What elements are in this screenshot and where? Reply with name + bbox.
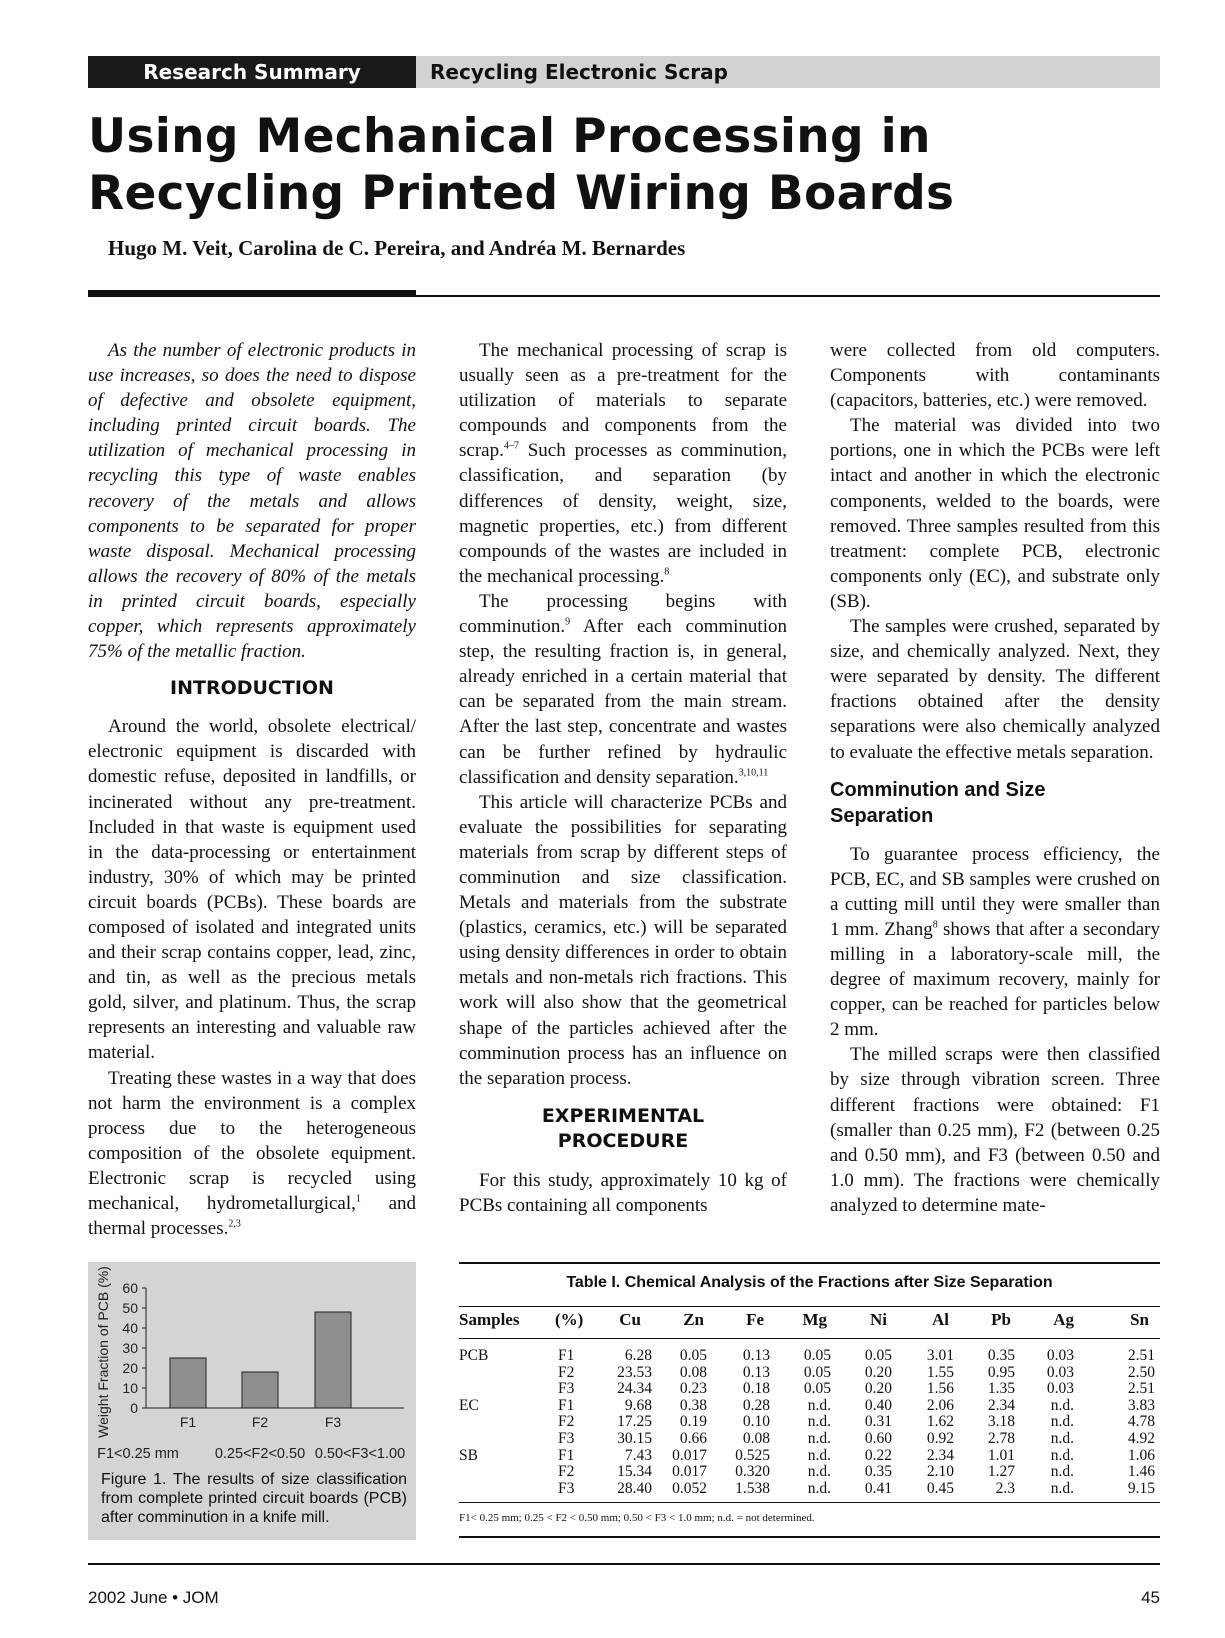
- figure-1-chart: [88, 1262, 416, 1472]
- table-cell: F1: [558, 1446, 575, 1464]
- table-cell: 0.40: [864, 1396, 892, 1414]
- chart-range-label: 0.50<F3<1.00: [314, 1446, 406, 1462]
- table-cell: 0.05: [803, 1380, 831, 1398]
- table-cell: 2.3: [995, 1479, 1015, 1497]
- chart-y-tick-label: 40: [122, 1320, 138, 1336]
- paragraph-exp-1-cont: were collected from old computers. Components with contaminants (capacitors, batteries, etc.) were removed.: [830, 340, 1160, 412]
- table-cell: 0.35: [864, 1463, 892, 1481]
- column-3: [830, 338, 1160, 1218]
- table-cell: 0.95: [987, 1363, 1015, 1381]
- chart-y-axis-label: Weight Fraction of PCB (%): [95, 1266, 111, 1438]
- table-cell: 1.55: [926, 1363, 954, 1381]
- title-rule-thin: [416, 295, 1160, 297]
- table-footnote: F1< 0.25 mm; 0.25 < F2 < 0.50 mm; 0.50 < F3 < 1.0 mm; n.d. = not determined.: [459, 1512, 815, 1524]
- chart-y-tick-label: 50: [122, 1300, 138, 1316]
- table-cell: 1.538: [735, 1479, 770, 1497]
- table-cell: 0.41: [864, 1479, 892, 1497]
- table-cell: n.d.: [1050, 1430, 1074, 1447]
- page-number: 45: [1141, 1588, 1160, 1607]
- table-header-cell: Pb: [991, 1310, 1011, 1329]
- table-cell: F1: [558, 1396, 575, 1414]
- table-cell: 2.51: [1127, 1347, 1155, 1364]
- table-header-top-rule: [459, 1306, 1160, 1307]
- table-cell: 1.56: [926, 1380, 954, 1398]
- column-1: [88, 338, 416, 1241]
- chart-y-tick-label: 60: [122, 1280, 138, 1296]
- table-header-cell: Sn: [1130, 1310, 1149, 1329]
- table-cell: 0.03: [1046, 1347, 1074, 1364]
- paragraph-intro-1: Around the world, obsolete electrical/ electronic equipment is discarded with domestic refuse, deposited in landfills, or incinerated without any pre-treatment. Included in that waste is equipment used in the data-processing or entertainment industry, 30% of which may be printed circuit boards (PCBs). These boards are composed of isolated and integrated units and their scrap contains copper, lead, zinc, and tin, as well as the precious metals gold, silver, and platinum. Thus, the scrap represents an interesting and valuable raw material.: [88, 716, 416, 1064]
- table-cell: 0.10: [742, 1413, 770, 1431]
- table-header-cell: Zn: [683, 1310, 704, 1329]
- table-cell: 0.017: [672, 1446, 707, 1464]
- table-cell: 0.05: [803, 1347, 831, 1364]
- table-cell: F2: [558, 1463, 575, 1481]
- table-cell: F3: [558, 1479, 575, 1497]
- table-cell: 1.27: [987, 1463, 1015, 1481]
- table-cell: 2.10: [926, 1463, 954, 1481]
- table-cell: 1.35: [987, 1380, 1015, 1398]
- table-cell: 0.19: [679, 1413, 707, 1431]
- paragraph-mech-2: The processing begins with comminution.$^9$ After each comminution step, the resulting fraction is, in general, already enriched in a certain material that can be separated from the main stream. After the last step, concentrate and wastes can be further refined by hydraulic classification and density separation.$^{3,10,11}$: [459, 590, 787, 788]
- table-header-cell: Mg: [802, 1310, 827, 1329]
- table-cell: n.d.: [1050, 1413, 1074, 1431]
- table-cell: n.d.: [1050, 1479, 1074, 1497]
- table-cell: 2.50: [1127, 1363, 1155, 1381]
- title-line-2: Recycling Printed Wiring Boards: [88, 166, 955, 221]
- table-header-cell: Cu: [619, 1310, 641, 1329]
- table-cell: 0.18: [742, 1380, 770, 1398]
- table-cell: 3.83: [1127, 1396, 1155, 1414]
- table-cell: 0.92: [926, 1430, 954, 1447]
- table-bottom-rule: [459, 1536, 1160, 1538]
- table-cell: PCB: [459, 1347, 489, 1364]
- table-cell: 4.78: [1127, 1413, 1155, 1431]
- table-cell: 4.92: [1127, 1430, 1155, 1447]
- table-cell: 0.20: [864, 1380, 892, 1398]
- table-cell: 1.62: [926, 1413, 954, 1431]
- table-cell: F1: [558, 1347, 575, 1364]
- footer-issue: 2002 June • JOM: [88, 1588, 219, 1607]
- table-cell: 15.34: [617, 1463, 652, 1481]
- table-cell: 23.53: [617, 1363, 652, 1381]
- paragraph-exp-1: For this study, approximately 10 kg of PCBs containing all components: [459, 1169, 787, 1216]
- table-cell: n.d.: [807, 1446, 831, 1464]
- table-cell: 17.25: [617, 1413, 652, 1431]
- table-cell: 28.40: [617, 1479, 652, 1497]
- table-cell: 0.28: [742, 1396, 770, 1414]
- table-cell: 9.68: [624, 1396, 652, 1414]
- chart-range-label: F1<0.25 mm: [97, 1446, 179, 1462]
- footer-rule: [88, 1563, 1160, 1565]
- heading-experimental: EXPERIMENTAL PROCEDURE: [541, 1104, 705, 1152]
- table-cell: 2.34: [926, 1446, 954, 1464]
- table-cell: 2.78: [987, 1430, 1015, 1447]
- table-cell: 0.13: [742, 1363, 770, 1381]
- table-cell: 0.525: [735, 1446, 770, 1464]
- table-header-cell: Ni: [870, 1310, 887, 1329]
- chart-y-tick-label: 20: [122, 1360, 138, 1376]
- heading-introduction: INTRODUCTION: [170, 677, 334, 700]
- table-header-cell: Ag: [1053, 1310, 1074, 1329]
- table-cell: 30.15: [617, 1430, 652, 1447]
- table-cell: 0.03: [1046, 1380, 1074, 1398]
- table-cell: n.d.: [807, 1463, 831, 1481]
- table-cell: 0.66: [679, 1430, 707, 1447]
- table-cell: 0.03: [1046, 1363, 1074, 1381]
- table-cell: F2: [558, 1413, 575, 1431]
- figure-1-caption: Figure 1. The results of size classification from complete printed circuit boards (PCB) after comminution in a knife mill.: [101, 1471, 407, 1526]
- table-body-bottom-rule: [459, 1502, 1160, 1503]
- section-header-bar: [88, 56, 1160, 88]
- paragraph-mech-1: The mechanical processing of scrap is usually seen as a pre-treatment for the utilization of materials to separate compounds and components from the scrap.$^{4-7}$ Such processes as comminution, classification, and separation (by differences of density, weight, size, magnetic properties, etc.) from different compounds of the wastes are included in the mechanical processing.$^8$: [459, 340, 787, 587]
- chart-y-tick-label: 30: [122, 1340, 138, 1356]
- table-cell: 2.34: [987, 1396, 1015, 1414]
- table-cell: 0.20: [864, 1363, 892, 1381]
- authors: Hugo M. Veit, Carolina de C. Pereira, and Andréa M. Bernardes: [108, 236, 686, 260]
- table-cell: 0.320: [735, 1463, 770, 1481]
- chart-y-tick-label: 10: [122, 1380, 138, 1396]
- column-2: [459, 338, 787, 1218]
- table-cell: 0.23: [679, 1380, 707, 1398]
- paragraph-intro-2: Treating these wastes in a way that does not harm the environment is a complex process due to the heterogeneous composition of the obsolete equipment. Electronic scrap is recycled using mechanical, hydrometallurgical,$^1$ and thermal processes.$^{2,3}$: [88, 1067, 416, 1240]
- chart-range-label: 0.25<F2<0.50: [214, 1446, 306, 1462]
- table-cell: 1.01: [987, 1446, 1015, 1464]
- table-cell: EC: [459, 1396, 479, 1414]
- table-cell: 0.60: [864, 1430, 892, 1447]
- paragraph-com-1: To guarantee process efficiency, the PCB, EC, and SB samples were crushed on a cutting mill until they were smaller than 1 mm. Zhang$^8$ shows that after a secondary milling in a laboratory-scale mill, the degree of maximum recovery, mainly for copper, can be reached for particles below 2 mm.: [830, 843, 1160, 1041]
- chart-bar-f3: [315, 1312, 351, 1408]
- table-cell: 0.45: [926, 1479, 954, 1497]
- table-cell: F3: [558, 1430, 575, 1447]
- table-cell: 0.38: [679, 1396, 707, 1414]
- table-cell: n.d.: [807, 1396, 831, 1414]
- article-title: [88, 108, 1160, 222]
- table-header-cell: Samples: [459, 1310, 520, 1329]
- figure-1: [88, 1262, 416, 1540]
- table-cell: 7.43: [624, 1446, 652, 1464]
- table-header-cell: Al: [932, 1310, 949, 1329]
- table-header-bottom-rule: [459, 1338, 1160, 1339]
- table-cell: 0.31: [864, 1413, 892, 1431]
- paragraph-mech-3: This article will characterize PCBs and evaluate the possibilities for separating materials from scrap by different steps of comminution and size classification. Metals and materials from the substrate (plastics, ceramics, etc.) will be separated using density differences in order to obtain metals and non-metals rich fractions. This work will also show that the geometrical shape of the particles achieved after the comminution process has an influence on the separation process.: [459, 791, 787, 1089]
- table-cell: 24.34: [617, 1380, 652, 1398]
- table-header-cell: (%): [555, 1310, 584, 1329]
- table-cell: 3.18: [987, 1413, 1015, 1431]
- table-cell: n.d.: [807, 1479, 831, 1497]
- table-cell: 0.017: [672, 1463, 707, 1481]
- chart-bar-f1: [170, 1358, 206, 1408]
- table-cell: F3: [558, 1380, 575, 1398]
- table-cell: 0.052: [672, 1479, 707, 1497]
- table-cell: n.d.: [1050, 1446, 1074, 1464]
- table-cell: 0.08: [679, 1363, 707, 1381]
- heading-comminution: Comminution and Size Separation: [830, 778, 1046, 827]
- table-cell: 0.08: [742, 1430, 770, 1447]
- title-rule-thick: [88, 290, 416, 297]
- table-title: Table I. Chemical Analysis of the Fractions after Size Separation: [566, 1274, 1053, 1291]
- table-header-cell: Fe: [746, 1310, 764, 1329]
- table-cell: 3.01: [926, 1347, 954, 1364]
- paragraph-exp-2: The material was divided into two portions, one in which the PCBs were left intact and another in which the electronic components, welded to the boards, were removed. Three samples resulted from this treatment: complete PCB, electronic components only (EC), and substrate only (SB).: [830, 415, 1160, 612]
- table-cell: 6.28: [624, 1347, 652, 1364]
- paragraph-com-2: The milled scraps were then classified by size through vibration screen. Three different fractions were obtained: F1 (smaller than 0.25 mm), F2 (between 0.25 and 0.50 mm), and F3 (between 0.50 and 1.0 mm). The fractions were chemically analyzed to determine mate-: [830, 1044, 1160, 1216]
- abstract: As the number of electronic products in use increases, so does the need to dispose of defective and obsolete equipment, including printed circuit boards. The utilization of mechanical processing in recycling this type of waste enables recovery of the metals and allows components to be separated for proper waste disposal. Mechanical processing allows the recovery of 80% of the metals in printed circuit boards, especially copper, which represents approximately 75% of the metallic fraction.: [88, 340, 416, 663]
- table-cell: 9.15: [1127, 1479, 1155, 1497]
- table-cell: 1.06: [1127, 1446, 1155, 1464]
- table-cell: n.d.: [807, 1430, 831, 1447]
- title-line-1: Using Mechanical Processing in: [88, 109, 931, 164]
- table-cell: 0.05: [803, 1363, 831, 1381]
- chart-y-tick-label: 0: [130, 1400, 138, 1416]
- table-cell: 2.06: [926, 1396, 954, 1414]
- table-cell: n.d.: [807, 1413, 831, 1431]
- table-cell: n.d.: [1050, 1396, 1074, 1414]
- table-cell: F2: [558, 1363, 575, 1381]
- chart-bar-f2: [242, 1372, 278, 1408]
- table-cell: n.d.: [1050, 1463, 1074, 1481]
- section-label: Research Summary: [88, 56, 416, 88]
- table-cell: 0.35: [987, 1347, 1015, 1364]
- table-top-rule: [459, 1262, 1160, 1264]
- chart-x-tick-label: F1: [179, 1414, 197, 1430]
- table-cell: 2.51: [1127, 1380, 1155, 1398]
- topic-label: Recycling Electronic Scrap: [430, 60, 728, 84]
- table-cell: 1.46: [1127, 1463, 1155, 1481]
- chart-x-tick-label: F2: [251, 1414, 269, 1430]
- paragraph-exp-3: The samples were crushed, separated by size, and chemically analyzed. Next, they were separated by density. The different fractions obtained after the density separations were also chemically analyzed to evaluate the effective metals separation.: [830, 616, 1160, 763]
- table-cell: 0.13: [742, 1347, 770, 1364]
- table-cell: 0.22: [864, 1446, 892, 1464]
- table-cell: 0.05: [679, 1347, 707, 1364]
- table-cell: 0.05: [864, 1347, 892, 1364]
- table-cell: SB: [459, 1446, 478, 1464]
- chart-x-tick-label: F3: [324, 1414, 342, 1430]
